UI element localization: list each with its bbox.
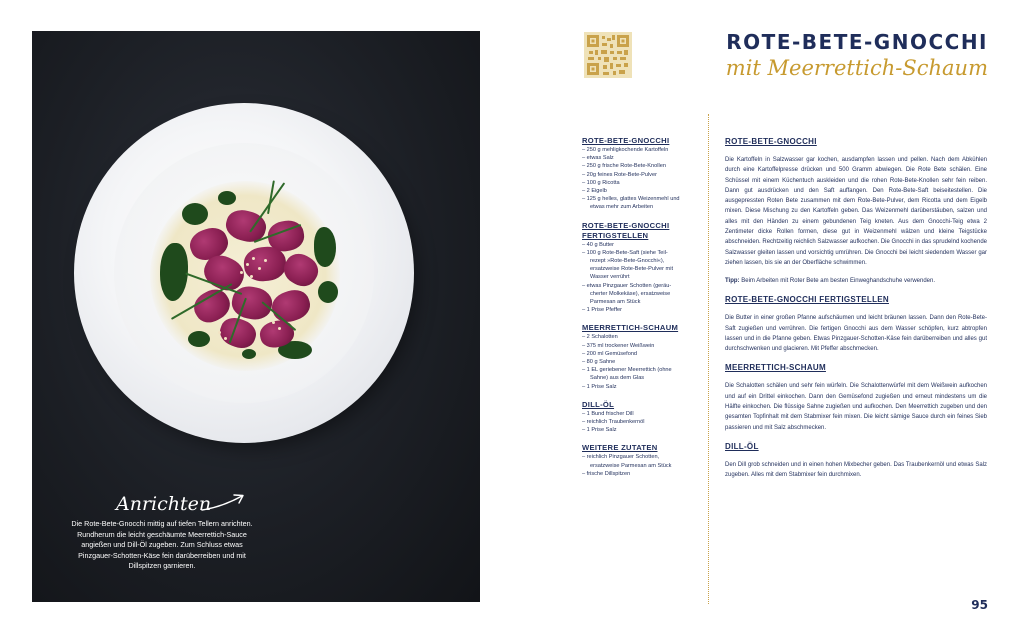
- cheese-crumb: [264, 259, 267, 262]
- ingredient-line: – 2 Schalotten: [582, 334, 618, 341]
- ingredient-item: [582, 410, 698, 418]
- ingredient-item: [582, 426, 698, 434]
- ingredient-item: [582, 179, 698, 187]
- ingredient-line: – etwas Pinzgauer Schotten (geräu-: [582, 282, 672, 289]
- ingredient-line: ersatzweise Parmesan am Stück: [590, 462, 672, 469]
- ingredient-line: – 1 Prise Salz: [582, 427, 617, 434]
- method-heading-dill-oel: DILL-ÖL: [725, 441, 759, 451]
- ingredient-line: – 250 g frische Rote-Bete-Knollen: [582, 163, 666, 170]
- ingredient-item: [582, 241, 698, 249]
- cheese-crumb: [218, 331, 221, 334]
- ingredient-item: [582, 383, 698, 391]
- ingredient-line: Wasser verrührt: [590, 274, 630, 281]
- ingredient-item: [582, 418, 698, 426]
- gnocchi-pile: [180, 207, 330, 357]
- ingredient-line: – 80 g Sahne: [582, 359, 616, 366]
- cheese-crumb: [252, 257, 255, 260]
- method-text-gnocchi: Die Kartoffeln in Salzwasser gar kochen, ausdampfen lassen und pellen. Nach dem Abkühlen durch eine Kartoffelpresse drücken und 500 Gramm abwiegen. Die Rote Bete schälen. Eine Schüssel mit einem Küchentuch auskleiden und die rohen Rote-Bete-Knollen sehr fein reiben. Dann gut ausdrücken und den Saft auffangen. Den Rote-Bete-Saft beiseitestellen. Die ausgepressten Roten Bete zusammen mit dem Rote-Bete-Pulver, dem Ricotta und dem Eigelb mixen. Diese Mischung zu den Kartoffeln geben. Das Weizenmehl darüberstäuben, salzen und alles mit den Händen zu einem gebundenen Teig kneten. Aus dem Gnocchi-Teig etwa 2 Zentimeter dicke Rollen formen, diese gut in Weizenmehl wälzen und kleine Teigstücke abschneiden. Rechtzeitig reichlich Salzwasser aufkochen. Die Gnocchi in das sprudelnd kochende Salzwasser gleiten lassen und vorsichtig umrühren. Die Gnocchi bei leicht siedendem Wasser gar ziehen lassen, bis sie an der Oberfläche schwimmen.: [725, 157, 987, 266]
- ingredient-item: [582, 187, 698, 195]
- cheese-crumb: [240, 271, 243, 274]
- method-heading-meerrettich: MEERRETTICH-SCHAUM: [725, 363, 826, 373]
- cheese-crumb: [272, 321, 275, 324]
- ingredient-line: – reichlich Pinzgauer Schotten,: [582, 454, 660, 461]
- recipe-title: ROTE-BETE-GNOCCHI: [726, 30, 988, 54]
- ingredient-item: [582, 171, 698, 179]
- ingredient-line: – 100 g Rote-Bete-Saft (siehe Teil-: [582, 249, 668, 256]
- ingredient-item: [582, 453, 698, 469]
- ingredient-item: [582, 366, 698, 382]
- ingredient-line: – 1 Bund frischer Dill: [582, 410, 634, 417]
- gnocchi: [230, 284, 275, 322]
- food-photo: [32, 31, 480, 602]
- ingredient-line: Sahne) aus dem Glas: [590, 375, 645, 382]
- ingredient-line: – 375 ml trockener Weißwein: [582, 342, 655, 349]
- ingredient-heading: DILL-ÖL: [582, 399, 615, 409]
- ingredient-item: [582, 249, 698, 282]
- ingredient-line: – 200 ml Gemüsefond: [582, 350, 638, 357]
- cheese-crumb: [278, 327, 281, 330]
- ingredient-item: [582, 333, 698, 341]
- method-text-dill-oel: Den Dill grob schneiden und in einen hohen Mixbecher geben. Das Traubenkernöl und etwas Salz zugeben. Alles mit dem Stabmixer fein durchmixen.: [725, 461, 987, 479]
- ingredient-line: ersatzweise Rote-Bete-Pulver mit: [590, 266, 674, 273]
- recipe-subtitle: mit Meerrettich-Schaum: [725, 56, 988, 80]
- ingredient-item: [582, 195, 698, 211]
- ingredient-line: – 40 g Butter: [582, 241, 615, 248]
- ingredient-line: – 2 Eigelb: [582, 188, 607, 195]
- ingredient-line: – 100 g Ricotta: [582, 179, 620, 186]
- ingredient-item: [582, 154, 698, 162]
- ingredient-heading: ROTE-BETE-GNOCCHI FERTIGSTELLEN: [582, 220, 670, 240]
- ingredient-line: – frische Dillspitzen: [582, 470, 631, 477]
- method-column: [725, 136, 987, 489]
- ingredients-list: [582, 136, 698, 478]
- method-heading-gnocchi: ROTE-BETE-GNOCCHI: [725, 137, 817, 146]
- ingredient-line: etwas mehr zum Arbeiten: [590, 204, 654, 211]
- qr-code-icon: [584, 32, 632, 78]
- column-divider: [708, 114, 709, 604]
- ingredient-line: – reichlich Traubenkernöl: [582, 419, 645, 426]
- ingredient-line: – 1 EL geriebener Meerrettich (ohne: [582, 367, 672, 374]
- ingredient-item: [582, 162, 698, 170]
- method-heading-fertigstellen: ROTE-BETE-GNOCCHI FERTIGSTELLEN: [725, 295, 889, 305]
- tip-label: Tipp:: [725, 278, 740, 285]
- ingredient-line: – 250 g mehligkochende Kartoffeln: [582, 147, 669, 153]
- dill-oil-drop: [218, 191, 236, 205]
- page-number: 95: [971, 598, 988, 612]
- ingredient-item: [582, 350, 698, 358]
- ingredient-item: [582, 470, 698, 478]
- ingredient-line: cherter Molkekäse), ersatzweise: [590, 290, 671, 297]
- ingredient-line: – etwas Salz: [582, 155, 614, 162]
- ingredient-item: [582, 306, 698, 314]
- ingredient-line: rezept »Rote-Bete-Gnocchi«),: [590, 258, 665, 265]
- ingredient-item: [582, 358, 698, 366]
- ingredient-heading: WEITERE ZUTATEN: [582, 443, 658, 453]
- anrichten-text: Die Rote-Bete-Gnocchi mittig auf tiefen Tellern anrichten. Rundherum die leicht geschäumte Meerrettich-Sauce angießen und Dill-Öl zugeben. Zum Schluss etwas Pinzgauer-Schotten-Käse fein darüberreiben und mit Dillspitzen garnieren.: [71, 519, 253, 571]
- cheese-crumb: [224, 337, 227, 340]
- anrichten-title: Anrichten: [116, 493, 212, 515]
- gnocchi: [258, 318, 297, 351]
- ingredient-line: Parmesan am Stück: [590, 299, 641, 306]
- ingredient-item: [582, 342, 698, 350]
- cheese-crumb: [246, 263, 249, 266]
- ingredient-heading: ROTE-BETE-GNOCCHI: [582, 136, 670, 145]
- tip: [725, 276, 987, 286]
- tip-text: Beim Arbeiten mit Roter Bete am besten Einweghandschuhe verwenden.: [739, 278, 936, 285]
- ingredient-line: – 1 Prise Salz: [582, 383, 617, 390]
- ingredient-line: – 20g feines Rote-Bete-Pulver: [582, 171, 657, 178]
- method-text-fertigstellen: Die Butter in einer großen Pfanne aufschäumen und leicht bräunen lassen. Dann den Rote-Bete-Saft zugießen und verrühren. Die fertigen Gnocchi aus dem Wasser schöpfen, kurz abtropfen lassen und in die Pfanne geben. Etwas Pinzgauer-Schotten-Käse fein darüberreiben und alles gut durchschwenken und glacieren. Mit Pfeffer abschmecken.: [725, 315, 987, 353]
- ingredient-line: – 1 Prise Pfeffer: [582, 307, 623, 314]
- ingredient-heading: MEERRETTICH-SCHAUM: [582, 323, 679, 333]
- ingredient-item: [582, 146, 698, 154]
- method-text-meerrettich: Die Schalotten schälen und sehr fein würfeln. Die Schalottenwürfel mit dem Weißwein aufkochen und auf ein Drittel einkochen. Dann den Gemüsefond zugießen und erneut mindestens um die Hälfte einkochen. Die flüssige Sahne zugießen und aufkochen. Den Meerrettich zugeben und den gesamten Topfinhalt mit dem Stabmixer fein mixen. Die leicht sämige Sauce durch ein feines Sieb passieren und mit Salz abschmecken.: [725, 383, 987, 431]
- cheese-crumb: [250, 275, 253, 278]
- ingredient-line: – 125 g helles, glattes Weizenmehl und: [582, 196, 680, 203]
- ingredient-item: [582, 282, 698, 307]
- arrow-icon: [200, 491, 248, 513]
- gnocchi: [279, 249, 323, 292]
- cheese-crumb: [258, 267, 261, 270]
